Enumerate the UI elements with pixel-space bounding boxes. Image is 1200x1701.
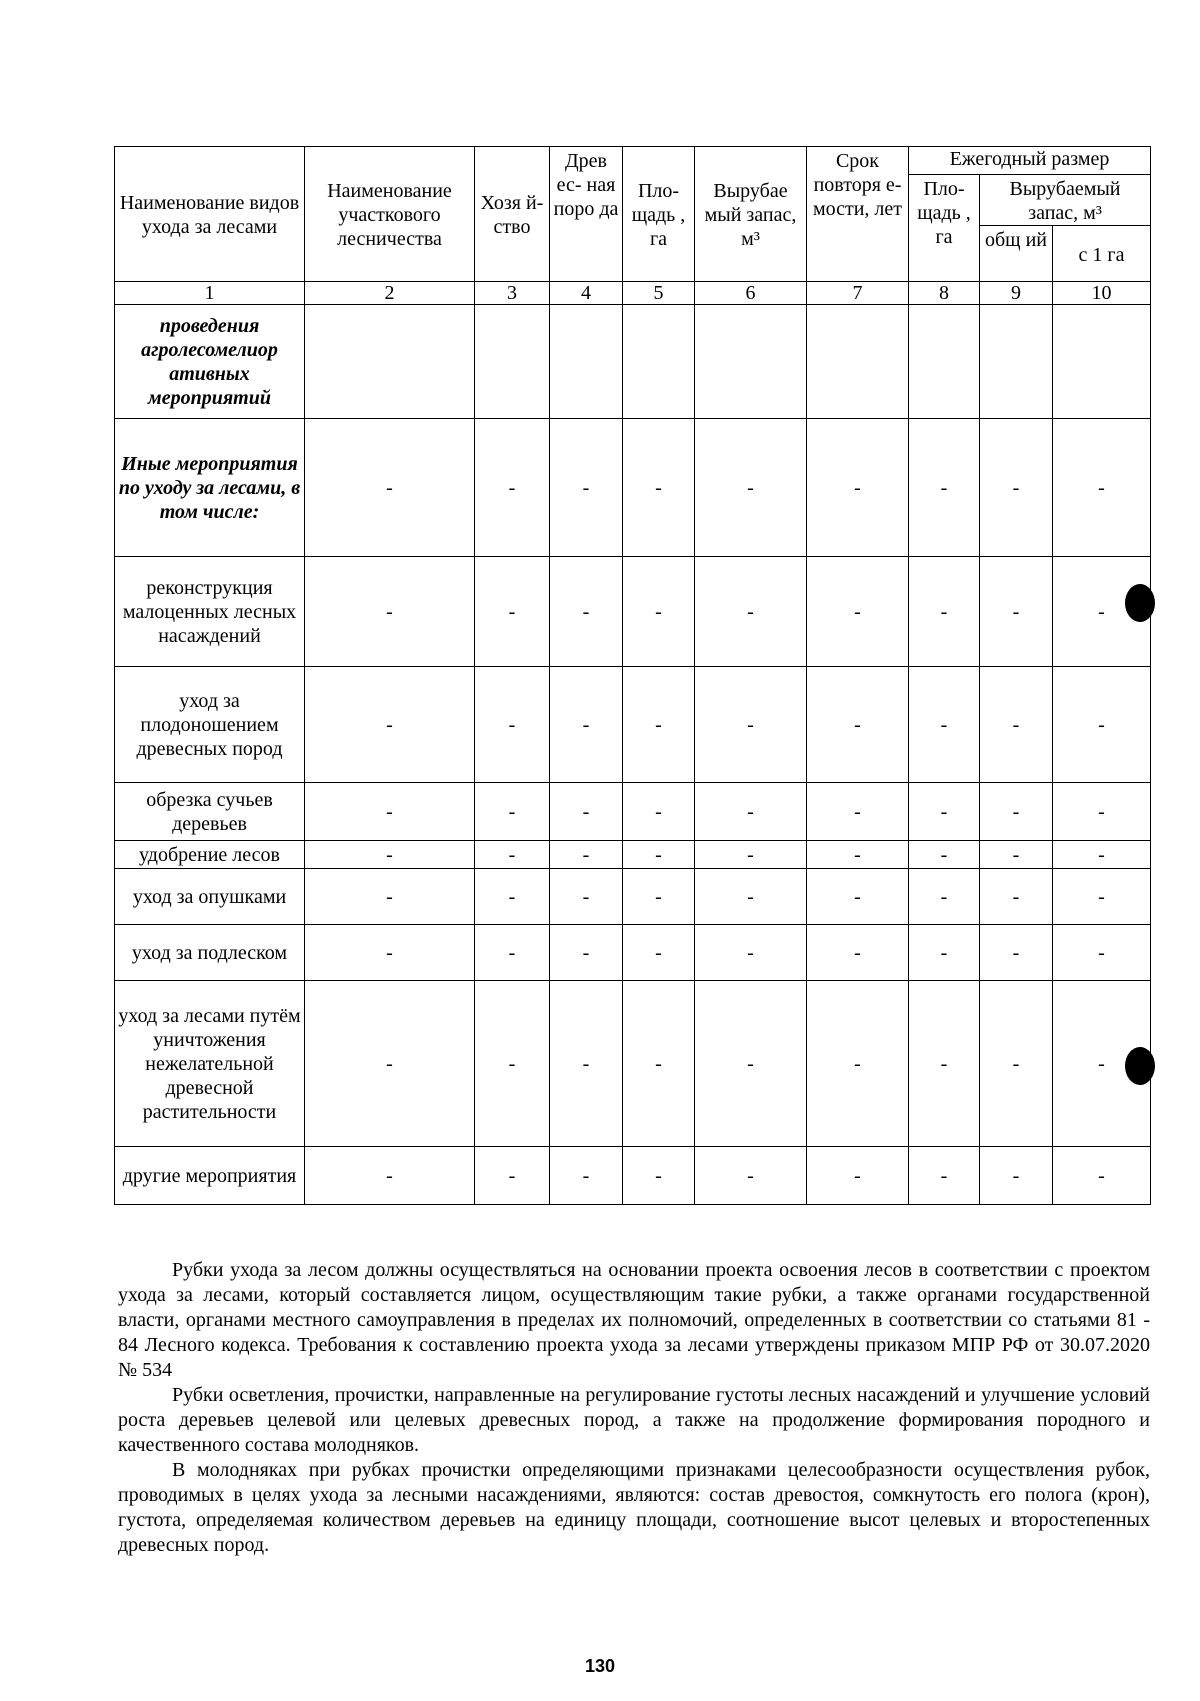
table-row [115, 1147, 1151, 1205]
table-cell: - [305, 557, 475, 667]
column-number: 10 [1053, 282, 1151, 305]
table-cell: - [550, 783, 623, 841]
table-cell: - [475, 783, 550, 841]
body-text [118, 1258, 1150, 1558]
column-number: 5 [623, 282, 695, 305]
table-cell: - [980, 869, 1053, 925]
table-cell [550, 305, 623, 419]
table-cell: - [909, 1147, 980, 1205]
table-cell: - [623, 1147, 695, 1205]
table-cell: - [305, 981, 475, 1147]
table-cell: - [695, 783, 807, 841]
table-row [115, 305, 1151, 419]
table-cell: - [807, 869, 909, 925]
table-cell: - [550, 1147, 623, 1205]
header-volume-total: общ ий [980, 226, 1053, 282]
table-row [115, 841, 1151, 869]
table-cell: - [550, 667, 623, 783]
table-cell: - [807, 419, 909, 557]
table-cell: - [980, 1147, 1053, 1205]
table-cell [623, 305, 695, 419]
table-cell: - [695, 981, 807, 1147]
table-cell: - [550, 841, 623, 869]
table-cell: - [550, 869, 623, 925]
table-cell: - [305, 667, 475, 783]
table-cell [909, 305, 980, 419]
table-cell: - [305, 1147, 475, 1205]
header-area: Пло- щадь , га [623, 147, 695, 282]
table-cell: - [695, 667, 807, 783]
care-type-name: проведения агролесомелиор ативных мероприятий [115, 305, 305, 419]
table-cell: - [980, 419, 1053, 557]
table-row [115, 981, 1151, 1147]
table-cell: - [909, 869, 980, 925]
care-type-name: уход за лесами путём уничтожения нежелательной древесной растительности [115, 981, 305, 1147]
care-type-name: Иные мероприятия по уходу за лесами, в том числе: [115, 419, 305, 557]
header-annual-size: Ежегодный размер [909, 147, 1151, 175]
table-cell: - [475, 841, 550, 869]
table-cell: - [980, 981, 1053, 1147]
table-cell: - [1053, 1147, 1151, 1205]
column-number: 7 [807, 282, 909, 305]
header-volume-per-ha: с 1 га [1053, 226, 1151, 282]
ink-blot [1125, 1047, 1155, 1085]
table-body [115, 305, 1151, 1205]
table-cell: - [1053, 783, 1151, 841]
header-economy: Хозя й- ство [475, 147, 550, 282]
column-number: 8 [909, 282, 980, 305]
table-cell: - [807, 667, 909, 783]
table-cell [475, 305, 550, 419]
paragraph: Рубки осветления, прочистки, направленные на регулирование густоты лесных насаждений и улучшение условий роста деревьев целевой или целевых древесных пород, а также на продолжение формирования породного и качественного состава молодняков. [118, 1384, 1150, 1456]
table-cell: - [909, 419, 980, 557]
table-cell: - [980, 667, 1053, 783]
table-cell: - [623, 419, 695, 557]
header-annual-volume: Вырубаемый запас, м³ [980, 175, 1151, 226]
table-cell: - [807, 981, 909, 1147]
table-cell: - [695, 557, 807, 667]
table-cell: - [980, 783, 1053, 841]
table-cell: - [475, 1147, 550, 1205]
column-number-row [115, 282, 1151, 305]
table-cell: - [807, 783, 909, 841]
table-cell: - [623, 667, 695, 783]
care-type-name: реконструкция малоценных лесных насаждений [115, 557, 305, 667]
paragraph: В молодняках при рубках прочистки определяющими признаками целесообразности осуществления рубок, проводимых в целях ухода за лесными насаждениями, являются: состав древостоя, сомкнутость его полога (крон), густота, определяемая количеством деревьев на единицу площади, соотношение высот целевых и второстепенных древесных пород. [118, 1459, 1150, 1556]
table-cell: - [623, 981, 695, 1147]
table-cell: - [695, 419, 807, 557]
table-cell: - [695, 869, 807, 925]
table-cell: - [1053, 981, 1151, 1147]
table-cell: - [550, 981, 623, 1147]
table-cell: - [475, 419, 550, 557]
table-cell: - [305, 925, 475, 981]
table-cell: - [623, 869, 695, 925]
care-type-name: уход за опушками [115, 869, 305, 925]
table-cell: - [623, 783, 695, 841]
header-forestry: Наименование участкового лесничества [305, 147, 475, 282]
table-cell: - [807, 841, 909, 869]
table-cell [695, 305, 807, 419]
table-cell: - [623, 841, 695, 869]
column-number: 6 [695, 282, 807, 305]
table-cell: - [623, 557, 695, 667]
column-number: 1 [115, 282, 305, 305]
header-care-type: Наименование видов ухода за лесами [115, 147, 305, 282]
table-cell: - [305, 841, 475, 869]
table-cell: - [909, 667, 980, 783]
table-cell: - [475, 981, 550, 1147]
header-cut-volume: Вырубае мый запас, м³ [695, 147, 807, 282]
column-number: 4 [550, 282, 623, 305]
table-cell [807, 305, 909, 419]
header-repeat-period: Срок повторя е- мости, лет [807, 147, 909, 282]
table-cell: - [305, 869, 475, 925]
column-number: 2 [305, 282, 475, 305]
table-cell: - [550, 925, 623, 981]
table-cell: - [1053, 557, 1151, 667]
table-cell: - [305, 783, 475, 841]
table-cell [305, 305, 475, 419]
paragraph: Рубки ухода за лесом должны осуществляться на основании проекта освоения лесов в соответствии с проектом ухода за лесами, который составляется лицом, осуществляющим такие рубки, а также органами государственной власти, органами местного самоуправления в пределах их полномочий, определенных в соответствии со статьями 81 - 84 Лесного кодекса. Требования к составлению проекта ухода за лесами утверждены приказом МПР РФ от 30.07.2020 № 534 [118, 1259, 1150, 1381]
page-number: 130 [584, 1656, 616, 1676]
table-cell: - [475, 869, 550, 925]
table-cell: - [909, 981, 980, 1147]
table-cell: - [1053, 925, 1151, 981]
table-cell: - [909, 557, 980, 667]
care-type-name: удобрение лесов [115, 841, 305, 869]
table-cell: - [475, 557, 550, 667]
table-row [115, 557, 1151, 667]
table-header [115, 147, 1151, 305]
table-cell: - [475, 925, 550, 981]
table-cell: - [695, 925, 807, 981]
table-cell: - [980, 925, 1053, 981]
table-cell: - [695, 1147, 807, 1205]
table-row [115, 419, 1151, 557]
table-cell: - [1053, 869, 1151, 925]
table-row [115, 925, 1151, 981]
table-cell: - [1053, 841, 1151, 869]
table-row [115, 667, 1151, 783]
ink-blot [1125, 584, 1155, 622]
table-cell: - [695, 841, 807, 869]
table-cell: - [807, 1147, 909, 1205]
forest-care-table-wrap [114, 146, 1150, 1205]
forest-care-table [114, 146, 1151, 1205]
table-cell: - [980, 841, 1053, 869]
care-type-name: уход за плодоношением древесных пород [115, 667, 305, 783]
table-cell: - [909, 783, 980, 841]
column-number: 9 [980, 282, 1053, 305]
table-row [115, 783, 1151, 841]
header-annual-area: Пло- щадь , га [909, 175, 980, 282]
table-cell: - [550, 557, 623, 667]
table-cell: - [623, 925, 695, 981]
table-cell: - [475, 667, 550, 783]
column-number: 3 [475, 282, 550, 305]
care-type-name: другие мероприятия [115, 1147, 305, 1205]
table-cell: - [909, 925, 980, 981]
table-cell: - [980, 557, 1053, 667]
table-cell: - [1053, 419, 1151, 557]
table-cell: - [305, 419, 475, 557]
table-cell [980, 305, 1053, 419]
table-cell: - [807, 925, 909, 981]
table-cell: - [807, 557, 909, 667]
care-type-name: уход за подлеском [115, 925, 305, 981]
table-cell: - [1053, 667, 1151, 783]
header-species: Древ ес- ная поро да [550, 147, 623, 282]
table-cell: - [550, 419, 623, 557]
table-cell [1053, 305, 1151, 419]
care-type-name: обрезка сучьев деревьев [115, 783, 305, 841]
table-cell: - [909, 841, 980, 869]
table-row [115, 869, 1151, 925]
